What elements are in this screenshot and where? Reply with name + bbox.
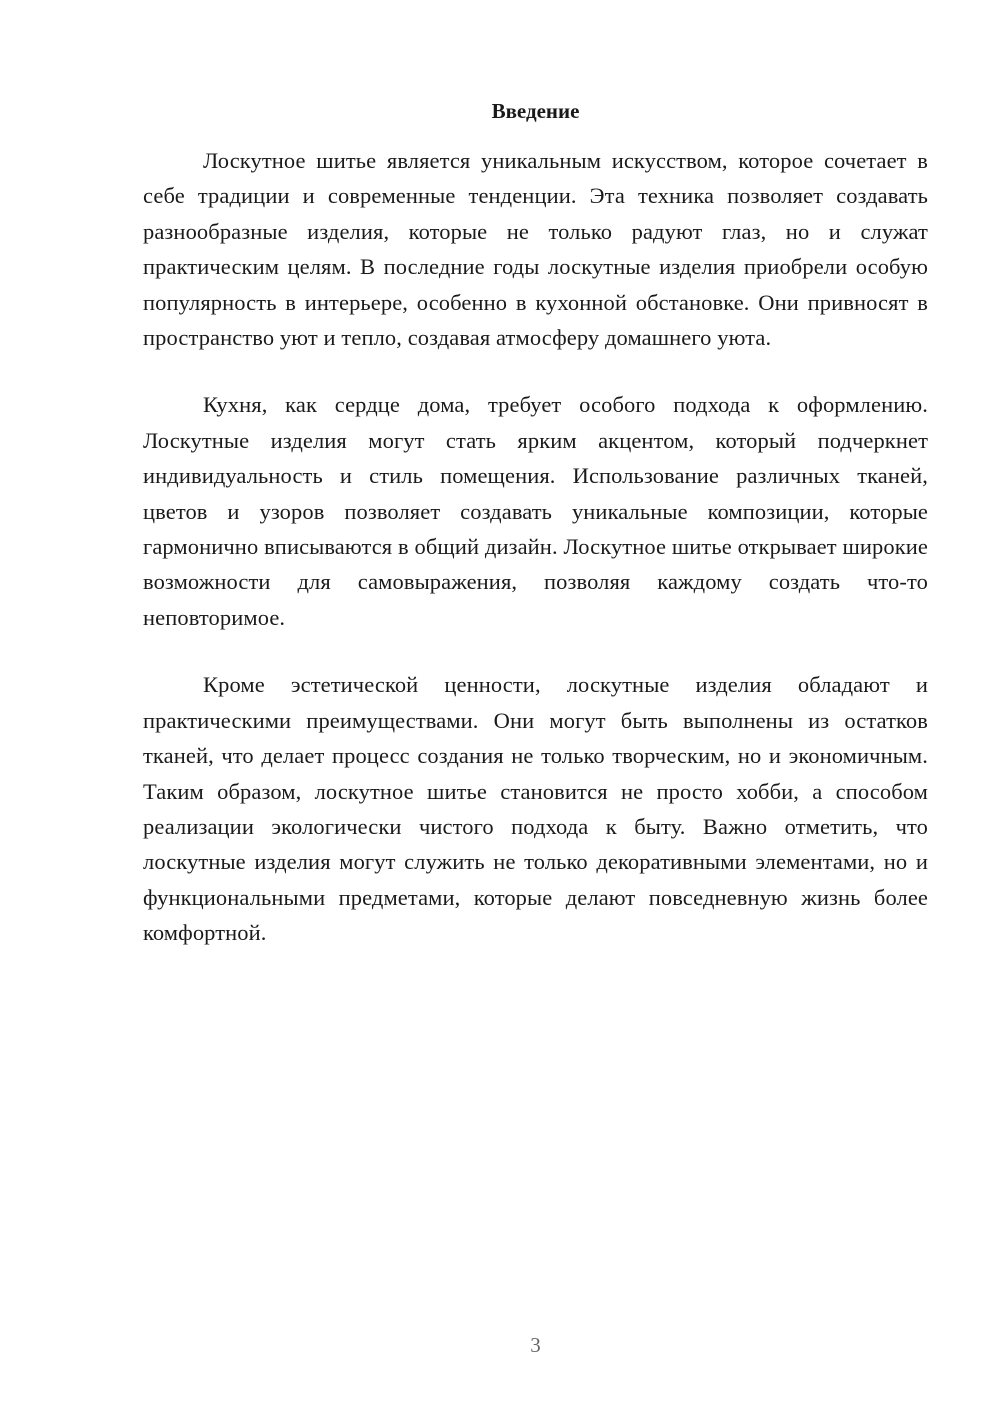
- paragraph-1: Лоскутное шитье является уникальным искусством, которое сочетает в себе традиции и современные тенденции. Эта техника позволяет создавать разнообразные изделия, которые не только радуют глаз, но и служат практическим целям. В последние годы лоскутные изделия приобрели особую популярность в интерьере, особенно в кухонной обстановке. Они привносят в пространство уют и тепло, создавая атмосферу домашнего уюта.: [143, 148, 928, 351]
- paragraph-3: Кроме эстетической ценности, лоскутные изделия обладают и практическими преимуществами. Они могут быть выполнены из остатков тканей, что делает процесс создания не только творческим, но и экономичным. Таким образом, лоскутное шитье становится не просто хобби, а способом реализации экологически чистого подхода к быту. Важно отметить, что лоскутные изделия могут служить не только декоративными элементами, но и функциональными предметами, которые делают повседневную жизнь более комфортной.: [143, 672, 928, 946]
- page-number: 3: [530, 1333, 541, 1357]
- body-text: [143, 143, 928, 983]
- section-heading: Введение: [491, 99, 580, 123]
- paragraph-2: Кухня, как сердце дома, требует особого подхода к оформлению. Лоскутные изделия могут стать ярким акцентом, который подчеркнет индивидуальность и стиль помещения. Использование различных тканей, цветов и узоров позволяет создавать уникальные композиции, которые гармонично вписываются в общий дизайн. Лоскутное шитье открывает широкие возможности для самовыражения, позволяя каждому создать что-то неповторимое.: [143, 392, 928, 630]
